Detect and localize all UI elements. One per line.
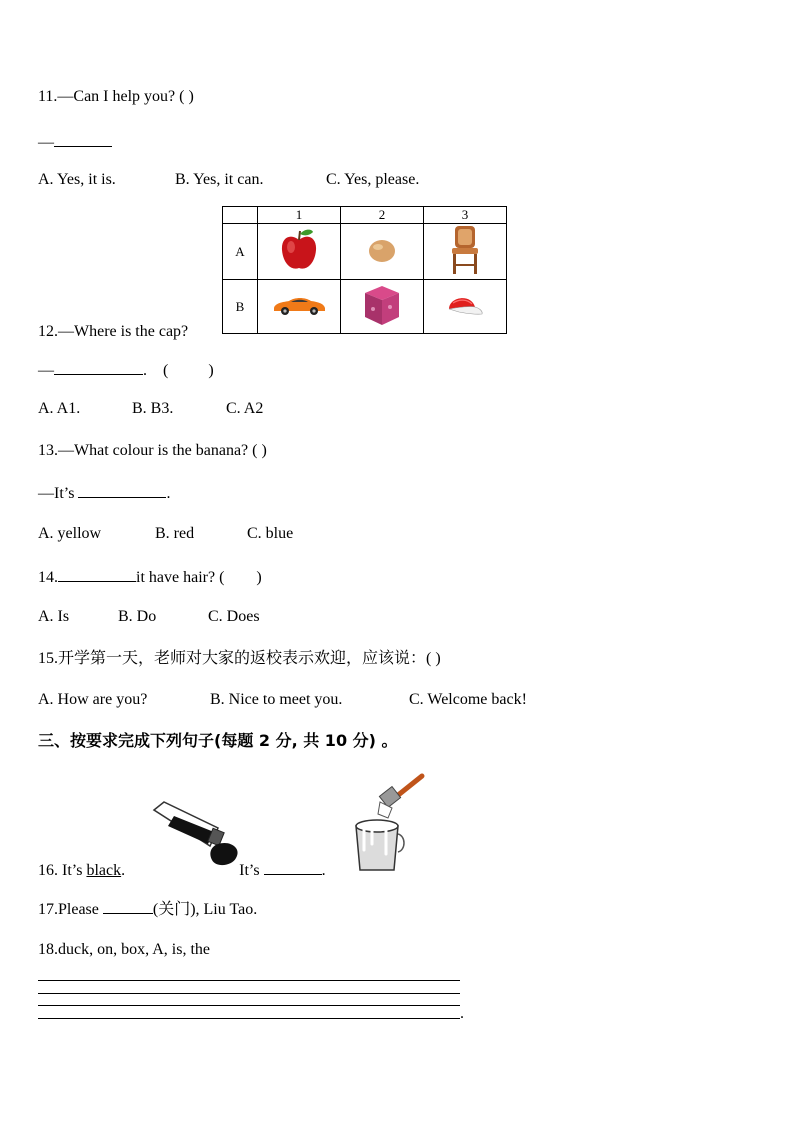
- q18-writing-line[interactable]: [38, 1018, 460, 1019]
- q13-option-b[interactable]: B. red: [155, 525, 195, 542]
- grid-col-header: 1: [258, 207, 341, 224]
- q18-writing-line[interactable]: [38, 1005, 460, 1006]
- q18-writing-line[interactable]: [38, 993, 460, 994]
- q12-options: [38, 399, 263, 419]
- q13-question: 13.—What colour is the banana? ( ): [38, 442, 267, 459]
- q11-option-c[interactable]: C. Yes, please.: [326, 171, 420, 188]
- q12-answer-line: [38, 359, 214, 381]
- grid-col-header: 2: [341, 207, 424, 224]
- q13-option-c[interactable]: C. blue: [247, 525, 294, 542]
- apple-icon: [279, 227, 319, 273]
- q14-option-a[interactable]: A. Is: [38, 608, 70, 625]
- q16-line: [38, 859, 326, 881]
- q16-second-prefix: It’s: [239, 862, 264, 879]
- q12-answer-suffix: . ( ): [143, 362, 214, 379]
- grid-corner: [223, 207, 258, 224]
- q13-answer-suffix: .: [166, 485, 171, 502]
- q11-answer-blank[interactable]: [54, 131, 112, 147]
- q18-writing-line[interactable]: [38, 980, 460, 981]
- cap-icon: [445, 291, 485, 319]
- q16-suffix: .: [121, 862, 126, 879]
- egg-icon: [367, 235, 397, 265]
- q14-question: [38, 566, 262, 588]
- chair-icon: [449, 224, 481, 276]
- q13-answer-prefix: —It’s: [38, 485, 79, 502]
- q13-option-a[interactable]: A. yellow: [38, 525, 102, 542]
- q14-option-b[interactable]: B. Do: [118, 608, 157, 625]
- q15-option-c[interactable]: C. Welcome back!: [409, 691, 527, 708]
- q14-number: 14.: [38, 569, 58, 586]
- paint-bucket-brush-icon: [352, 770, 432, 874]
- q13-answer-blank[interactable]: [78, 482, 166, 498]
- grid-cell-b2: [341, 280, 424, 334]
- grid-cell-b3: [424, 280, 507, 334]
- grid-cell-b1: [258, 280, 341, 334]
- q12-question: 12.—Where is the cap?: [38, 323, 189, 340]
- picture-grid: [222, 206, 507, 334]
- q17-line: [38, 898, 257, 920]
- q12-answer-blank[interactable]: [54, 359, 143, 375]
- q11-options: [38, 170, 419, 190]
- q13-answer-line: [38, 482, 170, 504]
- gift-box-icon: [361, 283, 403, 327]
- grid-cell-a3: [424, 224, 507, 280]
- q14-blank[interactable]: [58, 566, 136, 582]
- q17-hint: (关门), Liu Tao.: [152, 901, 258, 918]
- q13-options: [38, 524, 293, 544]
- q16-answer-blank[interactable]: [264, 859, 322, 875]
- q15-option-a[interactable]: A. How are you?: [38, 691, 148, 708]
- q12-answer-prefix: —: [38, 362, 54, 379]
- q15-options: [38, 690, 527, 710]
- q12-option-a[interactable]: A. A1.: [38, 400, 81, 417]
- q16-underlined-word: black: [86, 862, 122, 879]
- q16-prefix: 16. It’s: [38, 862, 87, 879]
- q14-question-rest: it have hair? ( ): [136, 569, 262, 586]
- q14-options: [38, 607, 260, 627]
- section-3-heading: 三、按要求完成下列句子(每题 2 分, 共 10 分) 。: [38, 731, 398, 750]
- q11-question: 11.—Can I help you? ( ): [38, 88, 194, 105]
- grid-cell-a1: [258, 224, 341, 280]
- q18-end-mark: .: [460, 1005, 464, 1022]
- q14-option-c[interactable]: C. Does: [208, 608, 260, 625]
- q11-option-a[interactable]: A. Yes, it is.: [38, 171, 116, 188]
- q17-answer-blank[interactable]: [103, 898, 153, 914]
- q12-option-b[interactable]: B. B3.: [132, 400, 174, 417]
- q18-words: 18.duck, on, box, A, is, the: [38, 941, 210, 958]
- grid-cell-a2: [341, 224, 424, 280]
- q11-answer-prefix: —: [38, 134, 54, 151]
- grid-col-header: 3: [424, 207, 507, 224]
- q17-prefix: 17.Please: [38, 901, 103, 918]
- q12-option-c[interactable]: C. A2: [226, 400, 264, 417]
- q15-option-b[interactable]: B. Nice to meet you.: [210, 691, 343, 708]
- q11-answer-line: [38, 131, 112, 153]
- grid-row-label: B: [223, 280, 258, 334]
- grid-row-label: A: [223, 224, 258, 280]
- car-icon: [271, 294, 327, 316]
- q16-second-suffix: .: [321, 862, 326, 879]
- q11-option-b[interactable]: B. Yes, it can.: [175, 171, 264, 188]
- q15-question: 15.开学第一天，老师对大家的返校表示欢迎，应该说：( ): [38, 650, 441, 667]
